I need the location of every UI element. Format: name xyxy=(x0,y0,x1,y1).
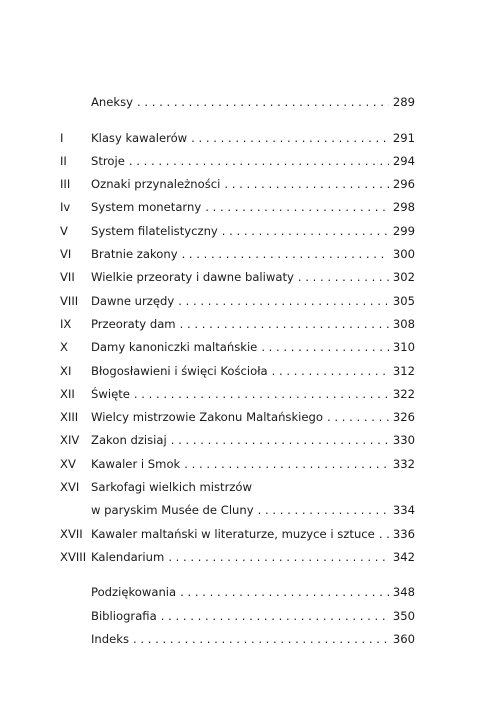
toc-entry-number: XII xyxy=(60,386,75,401)
toc-entry-page: 299 xyxy=(392,223,415,238)
toc-entry-page: 326 xyxy=(392,410,415,425)
toc-entry-page: 296 xyxy=(392,177,415,192)
toc-entry xyxy=(60,168,415,191)
toc-entry-title: Wielkie przeoraty i dawne baliwaty xyxy=(91,270,294,285)
toc-entry-multiline-start xyxy=(60,471,415,494)
toc-entry-number: XVIII xyxy=(60,549,87,564)
dot-leader xyxy=(134,387,389,401)
dot-leader xyxy=(298,270,389,284)
dot-leader xyxy=(161,609,389,623)
toc-entry-number: VIII xyxy=(60,293,79,308)
toc-entry-number: Iv xyxy=(60,200,71,215)
toc-entry xyxy=(60,447,415,470)
toc-entry-number: III xyxy=(60,177,71,192)
toc-entry xyxy=(60,378,415,401)
toc-entry-title: Bratnie zakony xyxy=(91,247,178,262)
toc-entry-page: 336 xyxy=(392,526,415,541)
toc-entry-page: 360 xyxy=(392,631,415,646)
dot-leader xyxy=(261,340,389,354)
dot-leader xyxy=(168,550,389,564)
toc-entry-number: XVI xyxy=(60,480,80,495)
toc-entry xyxy=(60,331,415,354)
toc-entry-page: 334 xyxy=(392,503,415,518)
dot-leader xyxy=(182,247,389,261)
toc-entry-number: XI xyxy=(60,363,72,378)
toc-entry-title: Dawne urzędy xyxy=(91,293,175,308)
toc-entry-title: Kawaler i Smok xyxy=(91,456,181,471)
dot-leader xyxy=(224,177,389,191)
toc-entry xyxy=(60,214,415,237)
toc-entry-number: XVII xyxy=(60,526,83,541)
toc-entry-title: w paryskim Musée de Cluny xyxy=(91,503,254,518)
toc-entry xyxy=(60,238,415,261)
toc-entry-title: Kalendarium xyxy=(91,549,165,564)
toc-entry xyxy=(60,354,415,377)
toc-entry-page: 305 xyxy=(392,293,415,308)
toc-entry-page: 300 xyxy=(392,247,415,262)
toc-entry xyxy=(60,191,415,214)
dot-leader xyxy=(137,95,389,109)
toc-entry-podziekowania xyxy=(60,576,415,599)
dot-leader xyxy=(327,410,389,424)
toc-entry-page: 302 xyxy=(392,270,415,285)
toc-entry xyxy=(60,145,415,168)
dot-leader xyxy=(133,632,389,646)
toc-entry-aneksy xyxy=(60,86,415,109)
toc-entry-page: 348 xyxy=(392,585,415,600)
toc-entry-number: II xyxy=(60,153,67,168)
toc-entry-bibliografia xyxy=(60,599,415,622)
toc-entry-number: XIII xyxy=(60,410,79,425)
toc-entry-page: 322 xyxy=(392,386,415,401)
toc-entry-number: XIV xyxy=(60,433,80,448)
toc-entry-title: Sarkofagi wielkich mistrzów xyxy=(91,480,253,495)
toc-entry xyxy=(60,284,415,307)
table-of-contents xyxy=(60,86,415,646)
toc-entry-title: Błogosławieni i święci Kościoła xyxy=(91,363,268,378)
toc-entry-title: Podziękowania xyxy=(91,585,177,600)
toc-entry-page: 291 xyxy=(392,130,415,145)
toc-entry-title: Bibliografia xyxy=(91,608,157,623)
toc-entry-number: V xyxy=(60,223,68,238)
toc-entry-number: VII xyxy=(60,270,75,285)
dot-leader xyxy=(180,317,389,331)
toc-entry xyxy=(60,121,415,144)
toc-entry-title: System filatelistyczny xyxy=(91,223,218,238)
toc-entry xyxy=(60,424,415,447)
toc-entry-title: Przeoraty dam xyxy=(91,316,176,331)
dot-leader xyxy=(171,433,389,447)
dot-leader xyxy=(258,503,389,517)
toc-entry-page: 312 xyxy=(392,363,415,378)
toc-entry-page: 298 xyxy=(392,200,415,215)
toc-entry-title: Wielcy mistrzowie Zakonu Maltańskiego xyxy=(91,410,323,425)
toc-entry-number: X xyxy=(60,340,68,355)
toc-entry-number: IX xyxy=(60,316,72,331)
toc-entry-page: 310 xyxy=(392,340,415,355)
toc-entry-continuation xyxy=(60,494,415,517)
toc-entry-page: 332 xyxy=(392,456,415,471)
toc-entry-title: Święte xyxy=(91,386,130,401)
toc-entry xyxy=(60,261,415,284)
toc-entry-page: 350 xyxy=(392,608,415,623)
toc-entry-title: Indeks xyxy=(91,631,130,646)
dot-leader xyxy=(272,364,389,378)
toc-entry-title: Stroje xyxy=(91,153,125,168)
toc-entry-title: Kawaler maltański w literaturze, muzyce i sztuce xyxy=(91,526,375,541)
dot-leader xyxy=(129,154,389,168)
dot-leader xyxy=(184,457,389,471)
toc-entry-number: VI xyxy=(60,247,72,262)
dot-leader xyxy=(180,585,389,599)
dot-leader xyxy=(178,294,389,308)
toc-entry-title: Aneksy xyxy=(91,95,134,110)
toc-entry-page: 308 xyxy=(392,316,415,331)
toc-entry-title: Damy kanoniczki maltańskie xyxy=(91,340,258,355)
toc-entry-title: Zakon dzisiaj xyxy=(91,433,167,448)
toc-entry-title: System monetarny xyxy=(91,200,202,215)
toc-entry-indeks xyxy=(60,623,415,646)
toc-entry xyxy=(60,308,415,331)
toc-entry-title: Oznaki przynależności xyxy=(91,177,221,192)
toc-entry xyxy=(60,541,415,564)
toc-entry-number: I xyxy=(60,130,64,145)
toc-entry xyxy=(60,401,415,424)
toc-entry-number: XV xyxy=(60,456,76,471)
toc-entry-title: Klasy kawalerów xyxy=(91,130,188,145)
toc-entry-page: 342 xyxy=(392,549,415,564)
toc-entry-page: 294 xyxy=(392,153,415,168)
dot-leader xyxy=(379,527,389,541)
dot-leader xyxy=(222,224,389,238)
toc-entry xyxy=(60,517,415,540)
dot-leader xyxy=(191,131,389,145)
toc-entry-page: 330 xyxy=(392,433,415,448)
dot-leader xyxy=(205,200,389,214)
toc-entry-page: 289 xyxy=(392,95,415,110)
